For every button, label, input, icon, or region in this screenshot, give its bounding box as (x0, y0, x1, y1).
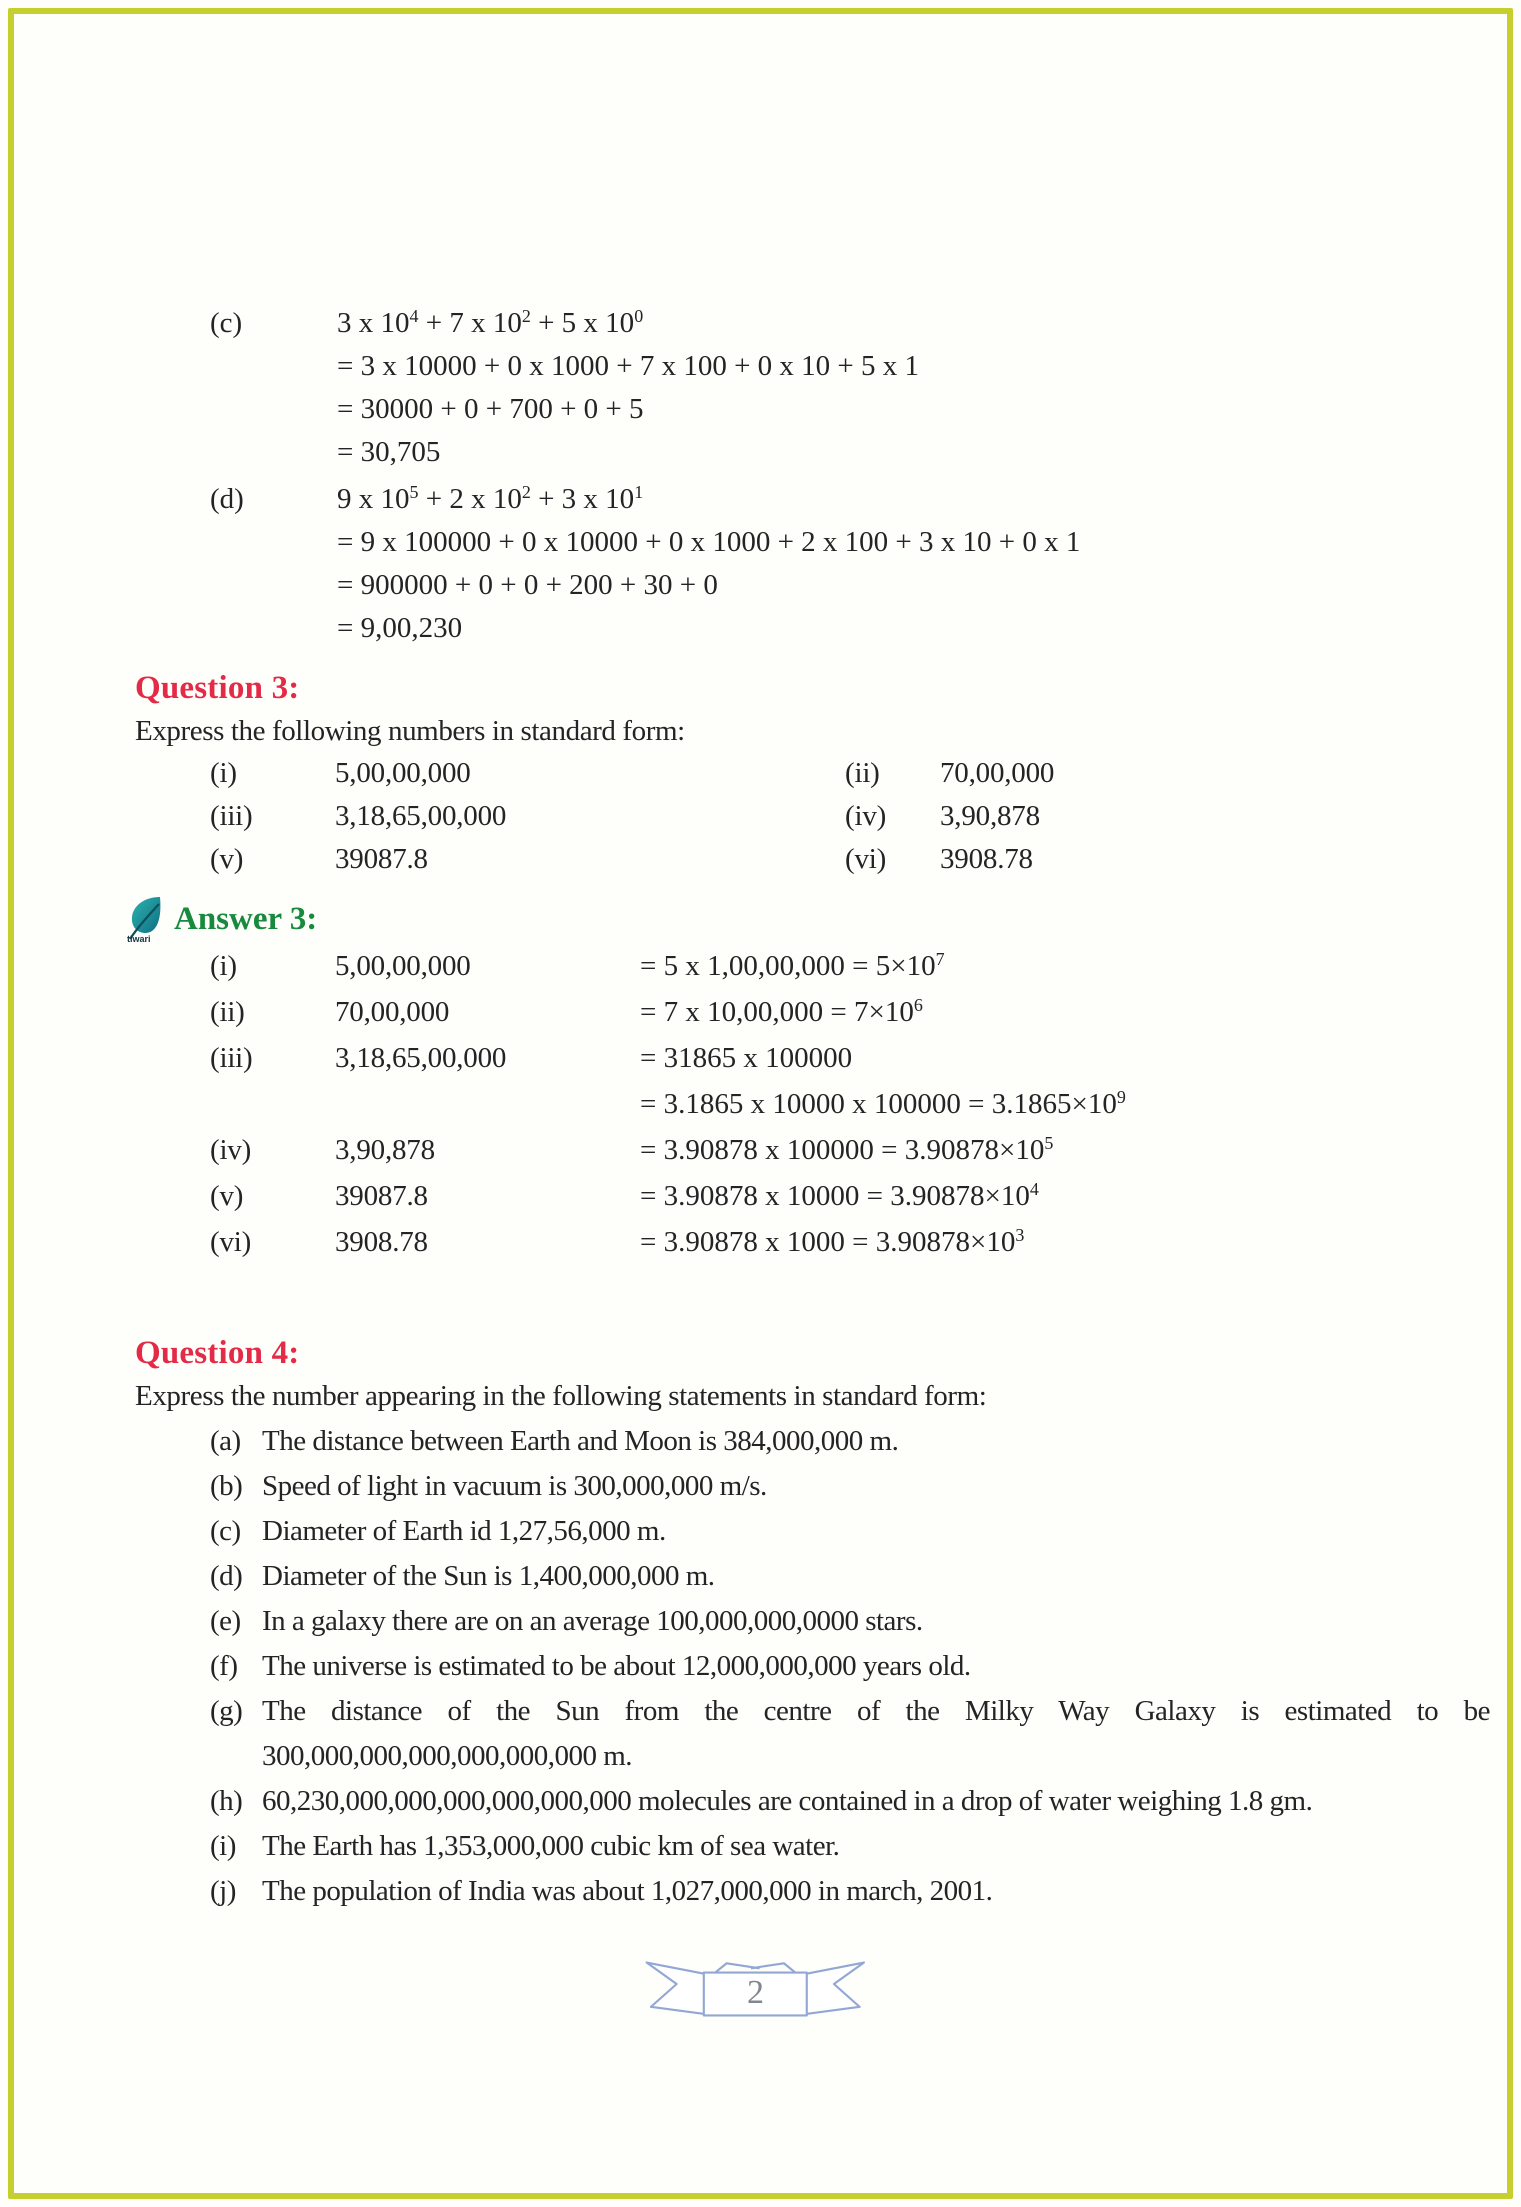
item-value: 3,90,878 (335, 1134, 435, 1166)
item-label: (ii) (845, 757, 880, 789)
item-label: (vi) (845, 843, 887, 875)
math-expression: = 3.90878 x $10000 = 3.90878\times 10^4$ (640, 1179, 1039, 1212)
math-expression: = 3.90878 x $100000 = 3.90878\times 10^5$ (640, 1133, 1054, 1166)
page-number: 2 (747, 1974, 764, 2011)
math-line (210, 607, 1521, 650)
answer-line (210, 989, 1521, 1035)
statement-text: The Earth has 1,353,000,000 cubic km of sea water. (262, 1830, 840, 1862)
item-value: 5,00,00,000 (335, 757, 471, 789)
question3-list (210, 752, 1521, 881)
statement-text: In a galaxy there are on an average 100,000,000,0000 stars. (262, 1605, 923, 1637)
statement-item (210, 1779, 1490, 1824)
math-line (210, 564, 1521, 607)
math-line (210, 431, 1521, 474)
item-value: 39087.8 (335, 843, 428, 875)
answer3-heading-text: Answer 3: (174, 901, 318, 937)
math-expression: = 3.1865 x 10000 x $100000 = 3.1865\times 10^9$ (640, 1087, 1126, 1120)
question3-row (210, 795, 1521, 838)
statement-item (210, 1689, 1490, 1779)
statement-label: (e) (210, 1605, 241, 1637)
question3-row (210, 838, 1521, 881)
statement-label: (b) (210, 1470, 243, 1502)
item-label: (ii) (210, 996, 245, 1028)
math-line (210, 302, 1521, 345)
statement-item (210, 1599, 1490, 1644)
item-label: (c) (210, 307, 243, 339)
statement-label: (d) (210, 1560, 243, 1592)
item-value (335, 1081, 640, 1127)
answer3-heading (126, 895, 1521, 943)
item-value: 3,18,65,00,000 (335, 1042, 507, 1074)
math-expression: = 30,705 (337, 436, 441, 468)
statement-text: The population of India was about 1,027,000,000 in march, 2001. (262, 1875, 993, 1907)
math-expression: = 3.90878 x $1000 = 3.90878\times 10^3$ (640, 1225, 1025, 1258)
item-value: 3908.78 (940, 843, 1033, 875)
logo-wordmark: tiwari (127, 934, 151, 943)
item-label: (iii) (210, 800, 253, 832)
answer-line (210, 1035, 1521, 1081)
math-expression: = 9,00,230 (337, 612, 463, 644)
expansion-solution (210, 302, 1521, 474)
answer-line (210, 1081, 1521, 1127)
item-label: (iii) (210, 1042, 253, 1074)
item-label (210, 1081, 335, 1127)
item-value: 39087.8 (335, 1180, 428, 1212)
statement-item (210, 1419, 1490, 1464)
question3-heading: Question 3: (135, 670, 300, 706)
statement-item (210, 1869, 1490, 1914)
question3-intro: Express the following numbers in standard form: (135, 715, 685, 747)
math-expression: = 9 x 100000 + 0 x 10000 + 0 x 1000 + 2 x 100 + 3 x 10 + 0 x 1 (337, 526, 1081, 558)
answer-line (210, 943, 1521, 989)
item-label: (v) (210, 843, 244, 875)
math-line (210, 345, 1521, 388)
answer-line (210, 1127, 1521, 1173)
item-label: (i) (210, 757, 237, 789)
item-label-spacer (210, 521, 337, 564)
math-expression: = 7 x $10,00,000 = 7\times 10^6$ (640, 995, 923, 1028)
statement-text: Diameter of Earth id 1,27,56,000 m. (262, 1515, 666, 1547)
item-value: 3,90,878 (940, 800, 1040, 832)
expansion-section (210, 302, 1521, 650)
question4-heading: Question 4: (135, 1335, 300, 1371)
math-expression: = 5 x $1,00,00,000 = 5\times 10^7$ (640, 949, 945, 982)
statement-label: (f) (210, 1650, 238, 1682)
question4-intro: Express the number appearing in the following statements in standard form: (135, 1380, 987, 1412)
answer-line (210, 1173, 1521, 1219)
statement-label: (g) (210, 1695, 243, 1727)
math-expression: = 31865 x 100000 (640, 1042, 853, 1074)
statement-label: (a) (210, 1425, 241, 1457)
math-expression: = 3 x 10000 + 0 x 1000 + 7 x 100 + 0 x 10 + 5 x 1 (337, 350, 920, 382)
math-expression: 9 x $10^5 + 2$ x $10^2 + 3$ x $10^1$ (337, 482, 644, 515)
statement-text: 60,230,000,000,000,000,000,000 molecules are contained in a drop of water weighing 1.8 gm. (262, 1785, 1313, 1817)
header-blank-space (0, 0, 1521, 302)
statement-label: (i) (210, 1830, 236, 1862)
statement-label: (j) (210, 1875, 236, 1907)
math-line (210, 478, 1521, 521)
item-label-spacer (210, 564, 337, 607)
answer-line (210, 1219, 1521, 1265)
math-expression: = 30000 + 0 + 700 + 0 + 5 (337, 393, 644, 425)
item-label-spacer (210, 345, 337, 388)
math-line (210, 521, 1521, 564)
item-label-spacer (210, 388, 337, 431)
item-value: 70,00,000 (940, 757, 1055, 789)
item-label: (iv) (845, 800, 887, 832)
statement-text: Diameter of the Sun is 1,400,000,000 m. (262, 1560, 715, 1592)
item-value: 3908.78 (335, 1226, 428, 1258)
item-label-spacer (210, 607, 337, 650)
page-number-ribbon (618, 1958, 904, 2038)
item-label: (vi) (210, 1226, 252, 1258)
item-value: 3,18,65,00,000 (335, 800, 507, 832)
tiwari-leaf-logo-icon (126, 895, 168, 943)
statement-text: The distance between Earth and Moon is 384,000,000 m. (262, 1425, 899, 1457)
statement-label: (h) (210, 1785, 243, 1817)
question3-row (210, 752, 1521, 795)
item-label: (iv) (210, 1134, 252, 1166)
item-label-spacer (210, 431, 337, 474)
math-expression: = 900000 + 0 + 0 + 200 + 30 + 0 (337, 569, 718, 601)
statement-label: (c) (210, 1515, 241, 1547)
question4-list (0, 1419, 1521, 1914)
answer3-list (210, 943, 1521, 1265)
math-line (210, 388, 1521, 431)
statement-text: Speed of light in vacuum is 300,000,000 m/s. (262, 1470, 767, 1502)
statement-item (210, 1464, 1490, 1509)
item-label: (i) (210, 950, 237, 982)
statement-item (210, 1824, 1490, 1869)
statement-text: The distance of the Sun from the centre of the Milky Way Galaxy is estimated to be 300,000,000,000,000,000,000 m. (262, 1695, 1490, 1772)
statement-text: The universe is estimated to be about 12,000,000,000 years old. (262, 1650, 971, 1682)
item-label: (d) (210, 483, 244, 515)
item-value: 5,00,00,000 (335, 950, 471, 982)
item-label: (v) (210, 1180, 244, 1212)
math-expression: 3 x $10^4 + 7$ x $10^2 + 5$ x $10^0$ (337, 306, 644, 339)
item-value: 70,00,000 (335, 996, 450, 1028)
statement-item (210, 1509, 1490, 1554)
statement-item (210, 1644, 1490, 1689)
expansion-solution (210, 478, 1521, 650)
statement-item (210, 1554, 1490, 1599)
